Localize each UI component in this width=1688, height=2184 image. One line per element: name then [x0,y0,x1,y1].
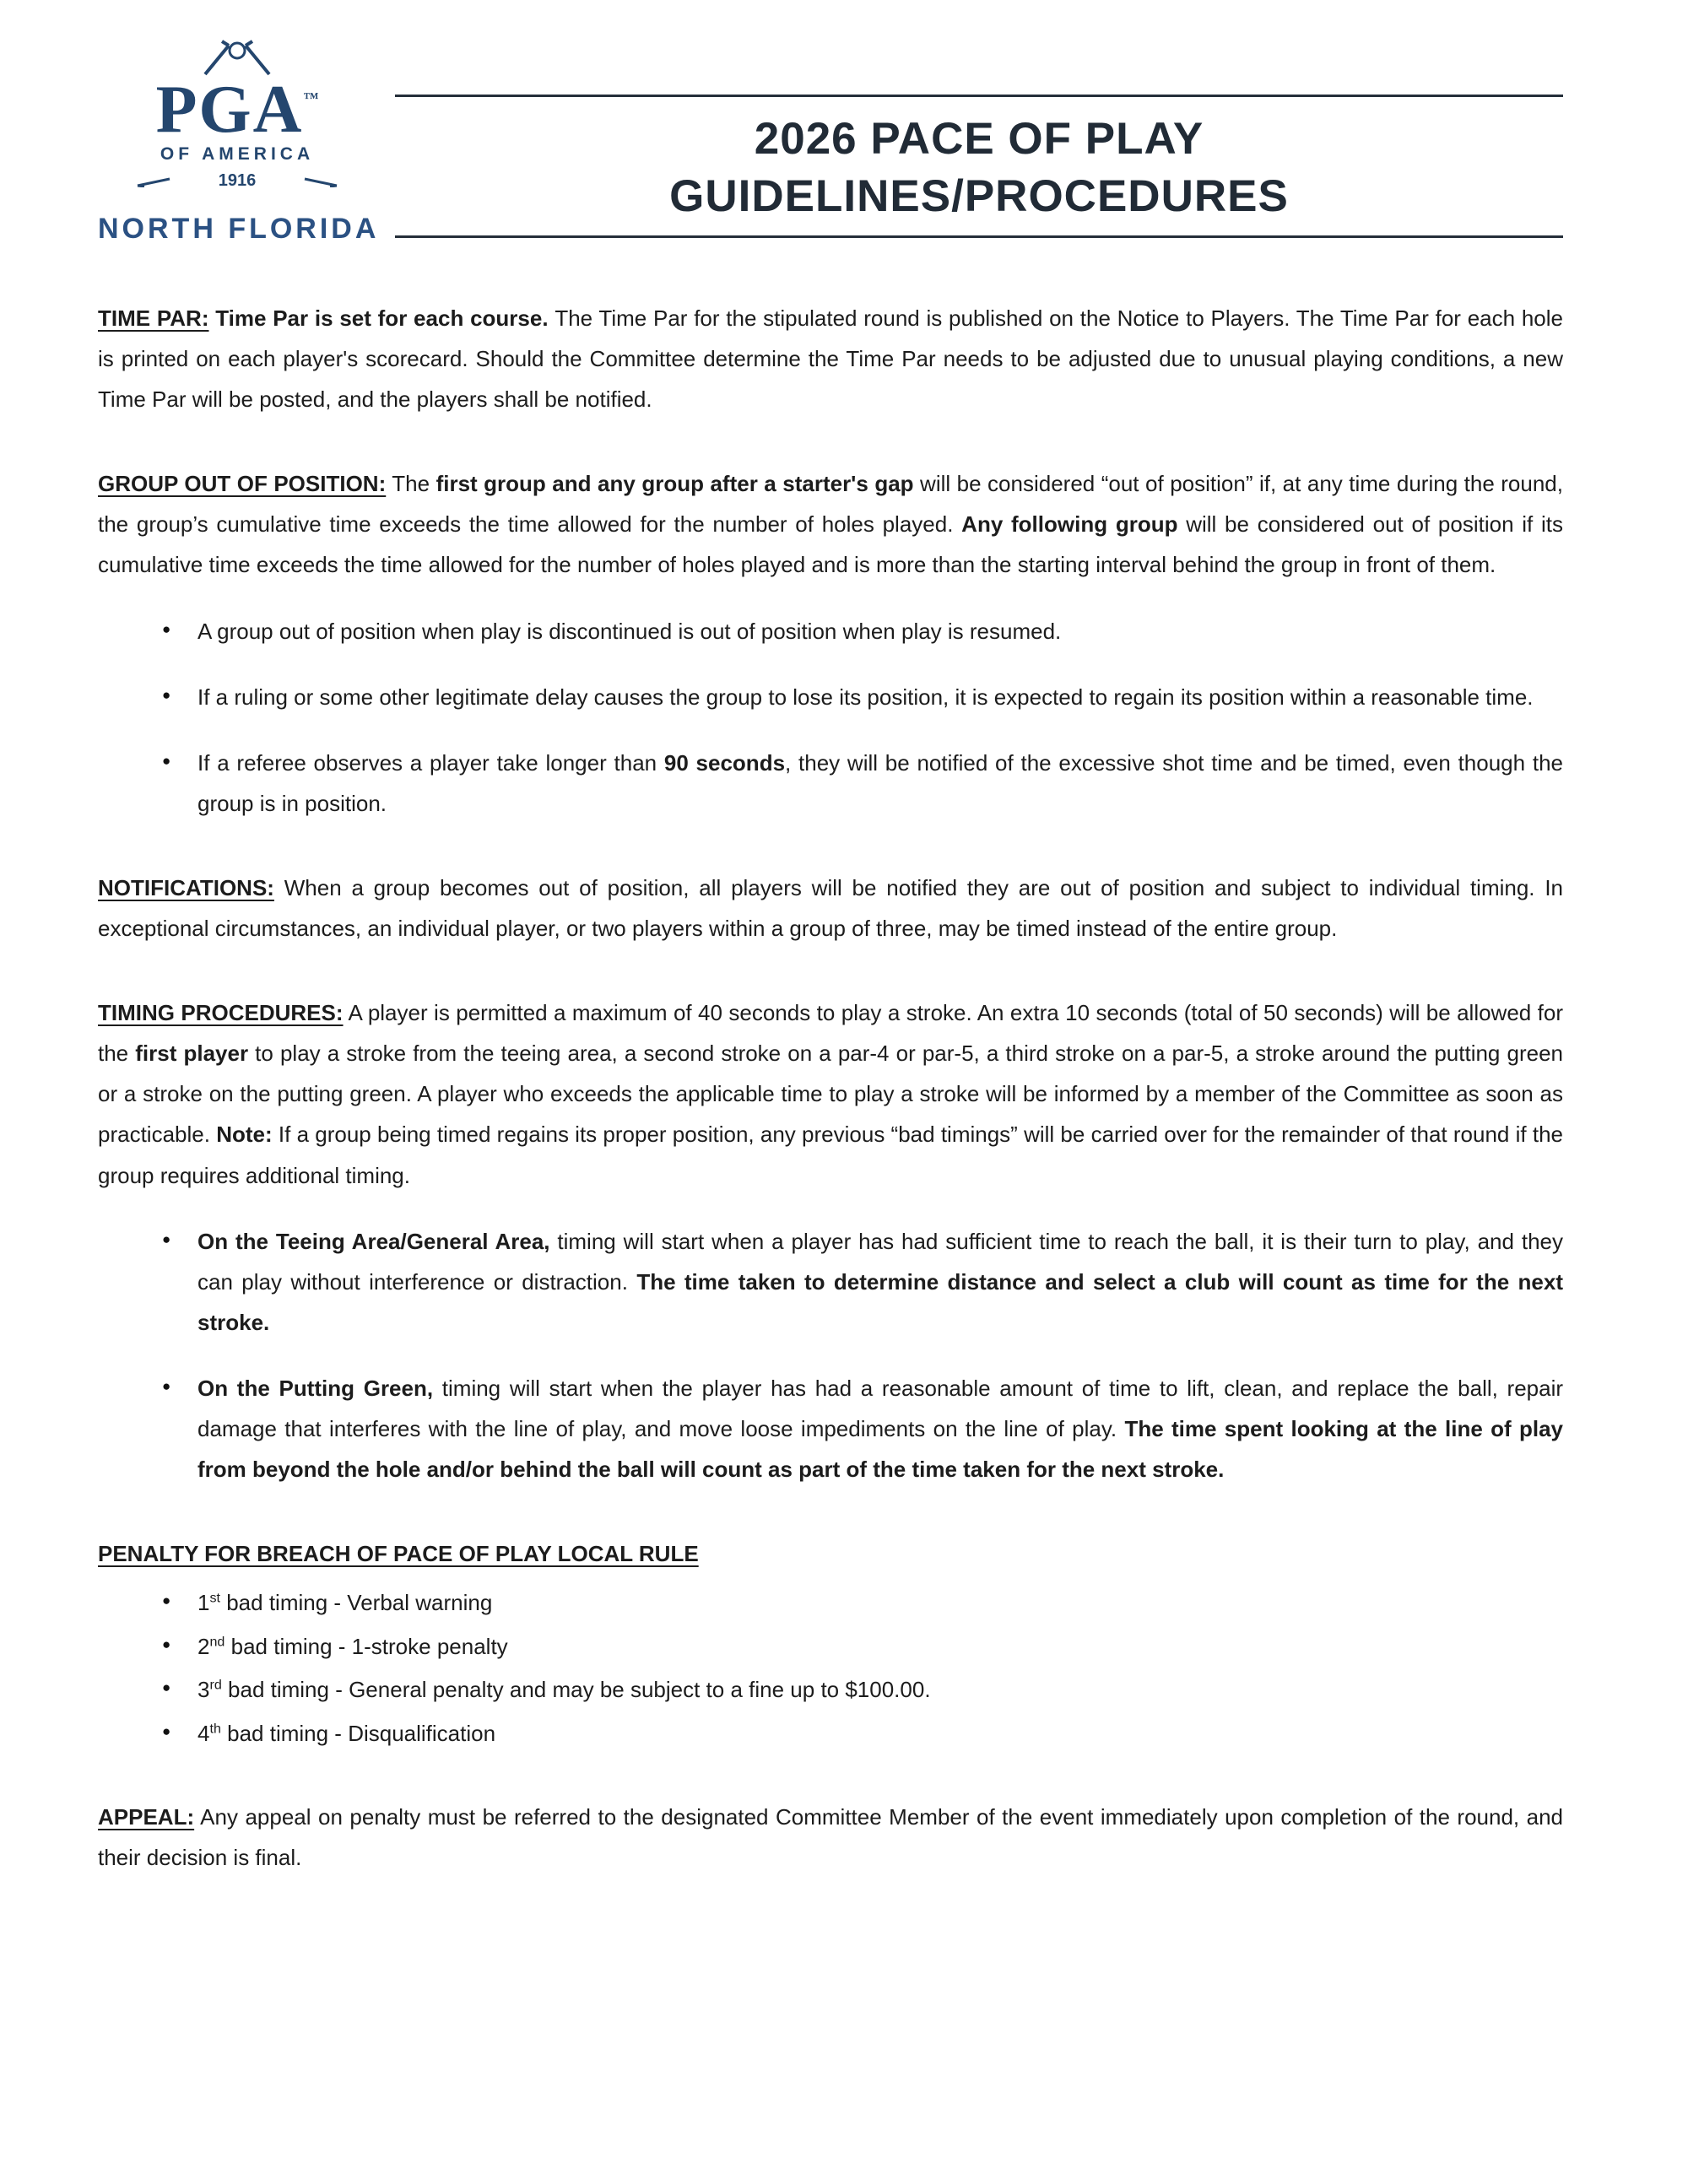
section-notifications [98,868,1563,949]
penalty-item-ordinal: rd [209,1677,222,1693]
timing-bullet-2-seg3: The time spent looking at the line of play from beyond the hole and/or behind the ball will count as part of the time taken for the next stroke. [197,1415,1563,1483]
penalty-item-num: 1 [197,1590,210,1616]
time-par-body: The Time Par for the stipulated round is published on the Notice to Players. The Time Par for each hole is printed on each player's scorecard. Should the Committee determine the Time Par needs to be adjusted due to unusual playing conditions, a new Time Par will be posted, and the players shall be notified. [98,305,1564,413]
group-paragraph [98,463,1563,585]
penalty-item-text: bad timing - 1-stroke penalty [225,1633,508,1659]
timing-bullet-1-seg1: On the Teeing Area/General Area, [197,1228,550,1254]
bullet-icon: ● [162,1635,171,1652]
bullet-icon: ● [162,620,171,637]
title-block [395,95,1563,238]
founding-year-row [98,171,376,191]
group-bullet-list [98,611,1563,824]
of-america-label: OF AMERICA [160,144,315,164]
notifications-label: NOTIFICATIONS: [98,874,274,900]
penalty-item-ordinal: nd [209,1634,225,1650]
penalty-item [98,1584,1563,1623]
bullet-icon: ● [162,686,171,703]
appeal-label: APPEAL: [98,1804,195,1830]
penalty-item-ordinal: th [209,1721,221,1737]
penalty-item-num: 4 [197,1720,210,1746]
group-bullet-2-text: If a ruling or some other legitimate delay causes the group to lose its position, it is expected to regain its position within a reasonable time. [197,684,1534,710]
document-body [98,298,1563,1878]
list-item [98,677,1563,717]
club-right-icon [303,176,338,187]
pga-letters: PGA [155,73,304,147]
appeal-body: Any appeal on penalty must be referred to the designated Committee Member of the event immediately upon completion of the round, and their decision is final. [98,1804,1563,1871]
penalty-item-text: bad timing - Verbal warning [220,1590,493,1616]
group-label: GROUP OUT OF POSITION: [98,471,387,497]
pga-logo [98,39,380,246]
timing-seg4: Note: [216,1122,273,1148]
bullet-icon: ● [162,1592,171,1609]
group-bullet-1-text: A group out of position when play is discontinued is out of position when play is resumed. [197,618,1062,644]
appeal-paragraph [98,1797,1563,1878]
bullet-icon: ● [162,1679,171,1696]
timing-bullet-2-seg1: On the Putting Green, [197,1375,434,1401]
bullet-icon: ● [162,1722,171,1739]
timing-seg3: to play a stroke from the teeing area, a second stroke on a par-4 or par-5, a third stroke on a par-5, a stroke around the putting green or a stroke on the putting green. A player who exceeds the applicable time to play a stroke will be informed by a member of the Committee as soon as practicable. [98,1041,1563,1148]
group-bullet-3-seg2: 90 seconds [663,749,786,776]
time-par-label: TIME PAR: [98,305,209,331]
section-penalty [98,1533,1563,1753]
bullet-icon: ● [162,1230,171,1247]
penalty-item-text: bad timing - Disqualification [220,1720,496,1746]
section-group-out-of-position [98,463,1563,824]
time-par-lead: Time Par is set for each course. [208,305,555,331]
founding-year: 1916 [218,171,257,190]
penalty-item-num: 2 [197,1633,210,1659]
group-seg3: will be considered “out of position” if, at any time during the round, the group’s cumulative time exceeds the time allowed for the number of holes played. [98,471,1563,538]
penalty-item [98,1628,1563,1667]
group-bullet-3-seg3: , they will be notified of the excessive shot time and be timed, even though the group is in position. [197,749,1563,816]
section-region-label: NORTH FLORIDA [98,213,380,245]
pga-wordmark [98,73,376,147]
list-item [98,1221,1563,1343]
timing-seg5: If a group being timed regains its proper position, any previous “bad timings” will be carried over for the remainder of that round if the group requires additional timing. [98,1122,1563,1188]
group-seg5: will be considered out of position if its cumulative time exceeds the time allowed for the number of holes played and is more than the starting interval behind the group in front of them. [98,511,1563,578]
timing-seg1: A player is permitted a maximum of 40 seconds to play a stroke. An extra 10 seconds (total of 50 seconds) will be allowed for the [98,1000,1564,1067]
section-timing-procedures [98,992,1563,1489]
list-item [98,743,1563,824]
header [98,39,1563,246]
list-item [98,611,1563,651]
penalty-bullet-list [98,1584,1563,1753]
penalty-heading-paragraph [98,1533,1563,1574]
page-title-line-2: GUIDELINES/PROCEDURES [669,170,1289,221]
bullet-icon: ● [162,1377,171,1394]
section-time-par [98,298,1563,419]
timing-paragraph [98,992,1563,1195]
timing-seg2: first player [135,1041,249,1067]
section-appeal [98,1797,1563,1878]
bullet-icon: ● [162,752,171,769]
group-bullet-3-seg1: If a referee observes a player take longer than [197,749,664,776]
timing-bullet-2-seg2: timing will start when the player has had a reasonable amount of time to lift, clean, and replace the ball, repair damage that interferes with the line of play, and move loose impediments on the line of play. [197,1375,1564,1441]
penalty-item [98,1671,1563,1710]
club-left-icon [136,176,171,187]
penalty-item-num: 3 [197,1677,210,1703]
page-title-line-1: 2026 PACE OF PLAY [754,114,1204,164]
time-par-paragraph [98,298,1563,419]
group-seg2: first group and any group after a starter's gap [436,471,914,497]
trademark-symbol: ™ [303,89,319,106]
timing-bullet-1-seg3: The time taken to determine distance and select a club will count as time for the next stroke. [197,1268,1563,1335]
list-item [98,1368,1563,1489]
penalty-item-ordinal: st [209,1590,220,1606]
timing-bullet-list [98,1221,1563,1490]
penalty-item [98,1715,1563,1754]
group-seg4: Any following group [961,511,1178,538]
penalty-heading: PENALTY FOR BREACH OF PACE OF PLAY LOCAL RULE [98,1541,699,1567]
group-seg1: The [386,471,436,497]
notifications-body: When a group becomes out of position, all players will be notified they are out of position and subject to individual timing. In exceptional circumstances, an individual player, or two players within a group of three, may be timed instead of the entire group. [98,874,1563,942]
notifications-paragraph [98,868,1563,949]
timing-bullet-1-seg2: timing will start when a player has had sufficient time to reach the ball, it is their turn to play, and they can play without interference or distraction. [197,1228,1563,1295]
penalty-item-text: bad timing - General penalty and may be subject to a fine up to $100.00. [221,1677,931,1703]
crossed-clubs-ball-icon [197,39,278,76]
timing-label: TIMING PROCEDURES: [98,1000,344,1026]
